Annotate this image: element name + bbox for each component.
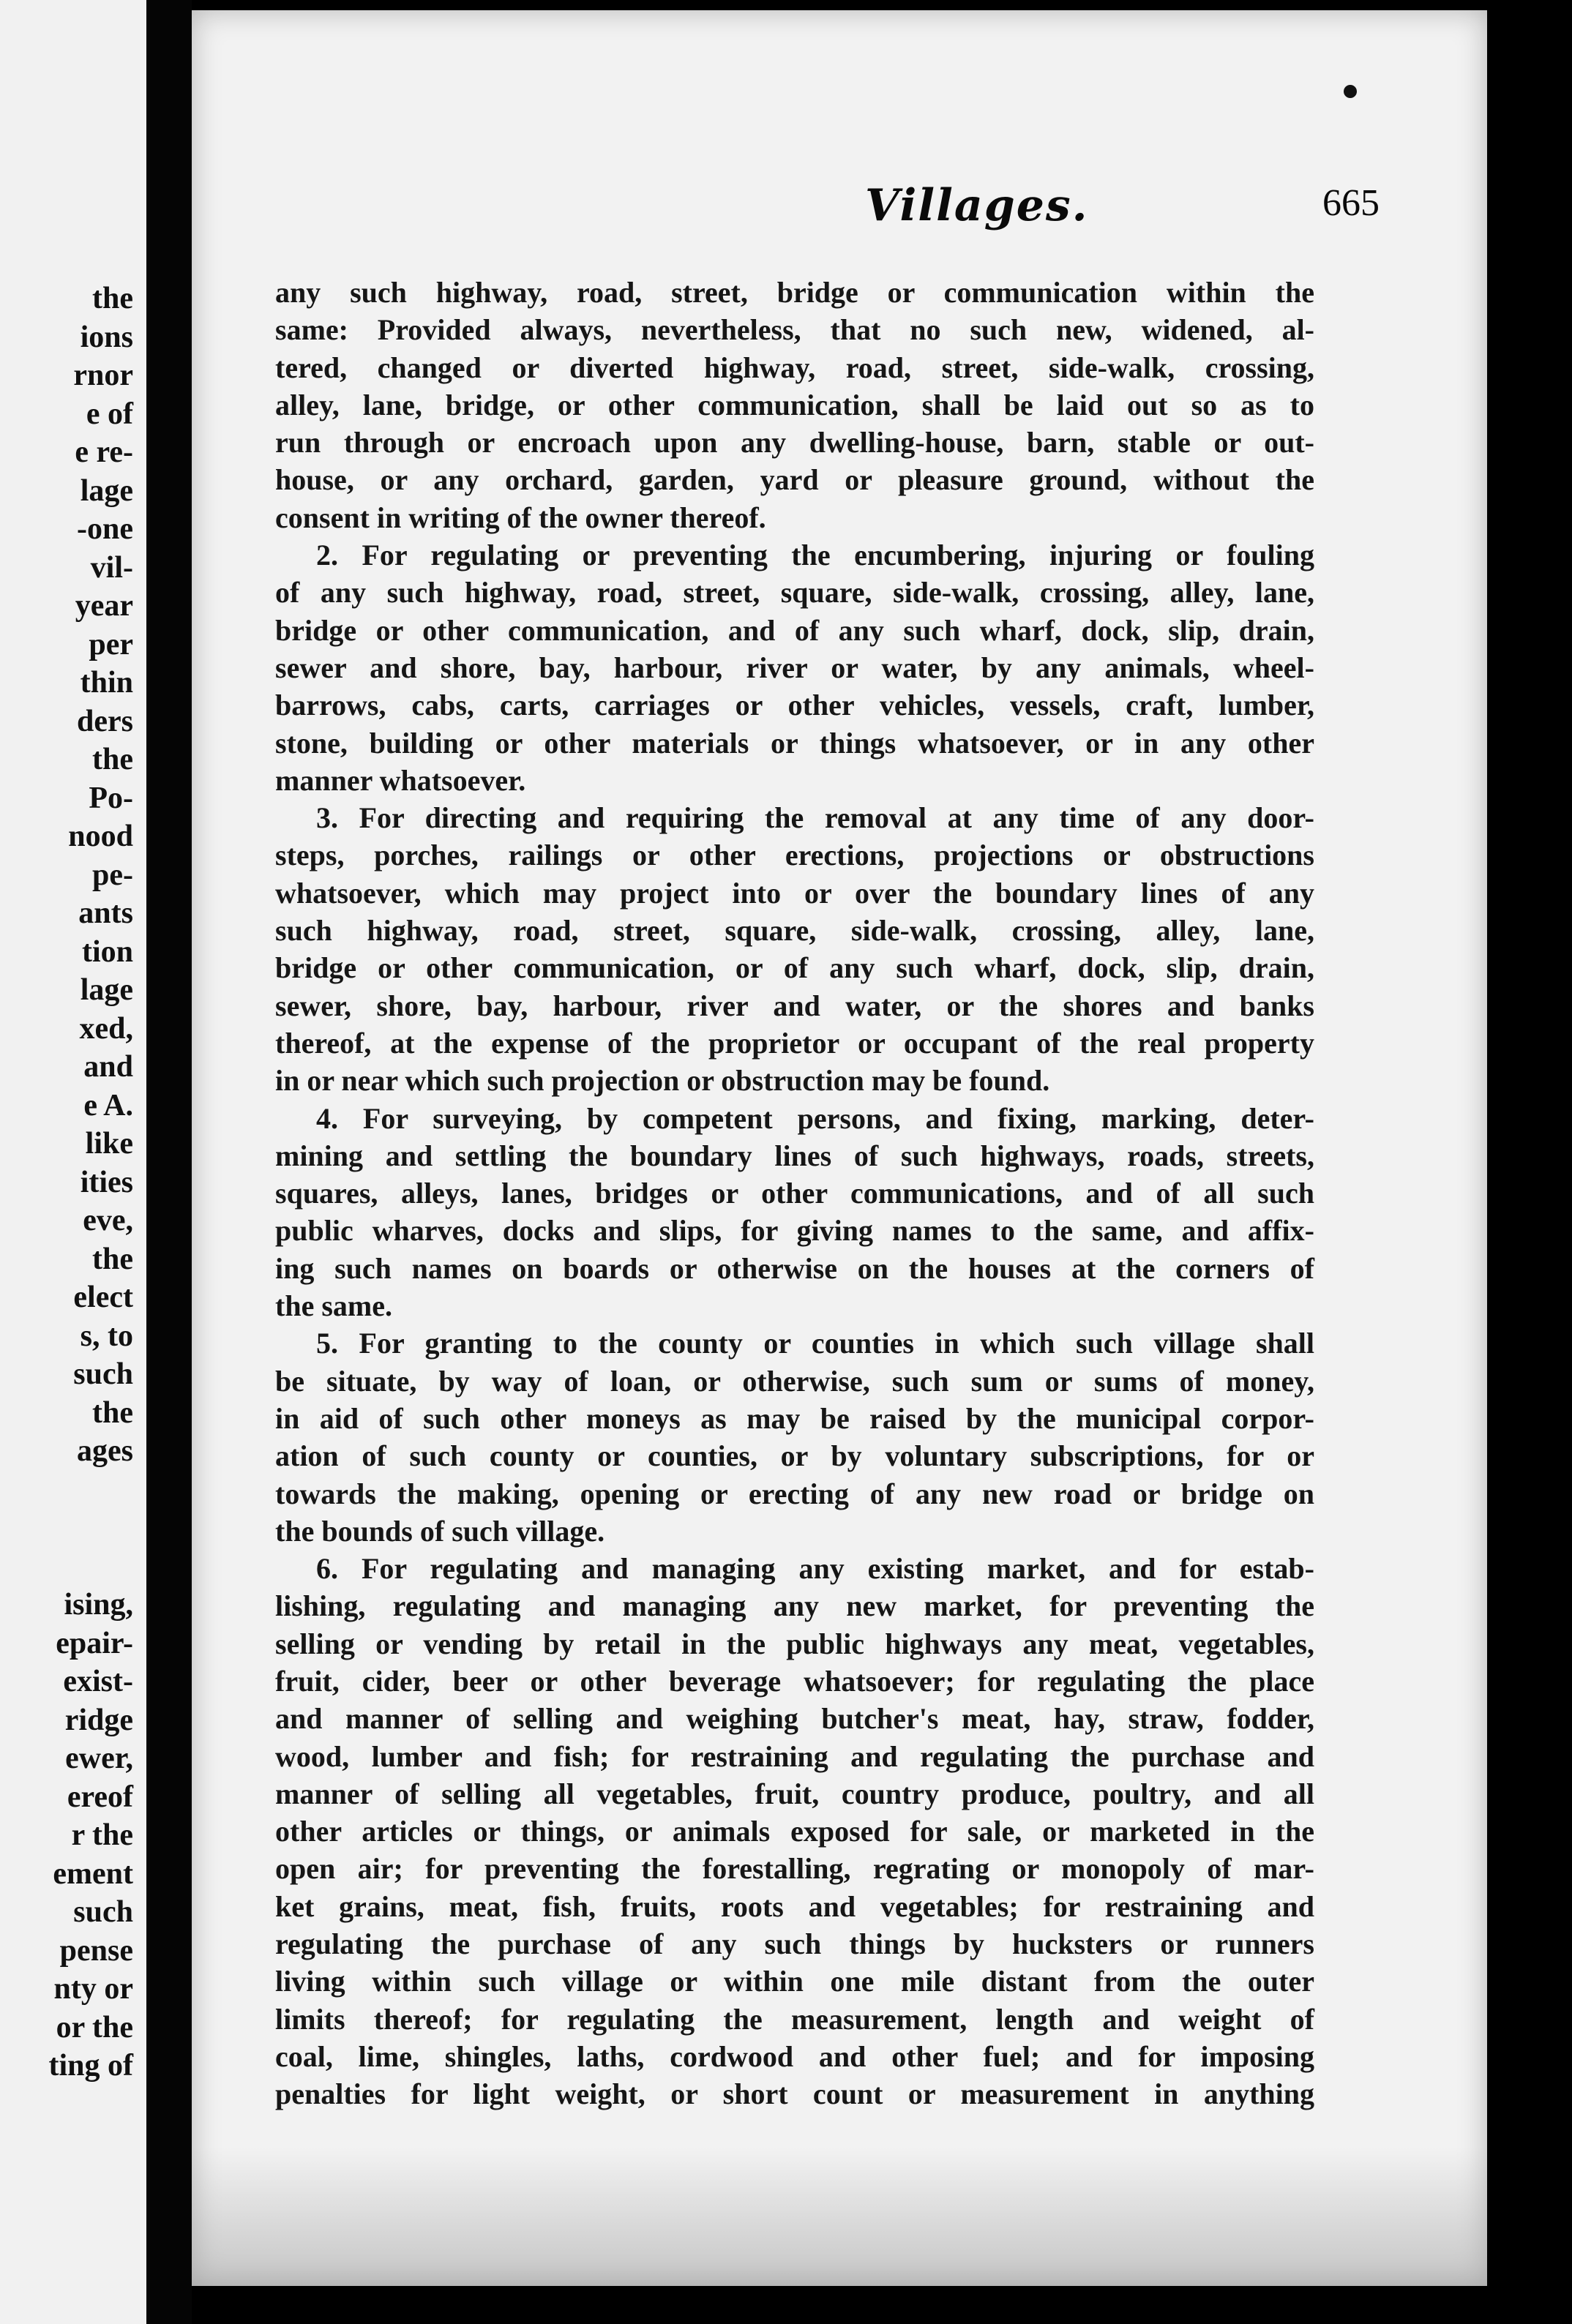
text-line: barrows, cabs, carts, carriages or other vehicles, vessels, craft, lumber,	[275, 689, 1314, 722]
text-line: living within such village or within one mile distant from the outer	[275, 1965, 1314, 1998]
text-line: fruit, cider, beer or other beverage whatsoever; for regulating the place	[275, 1664, 1314, 1698]
text-line: ing such names on boards or otherwise on the houses at the corners of	[275, 1251, 1314, 1285]
text-line: manner of selling all vegetables, fruit, country produce, poultry, and all	[275, 1777, 1314, 1810]
left-page-fragment: nty or	[53, 1972, 133, 2006]
ink-dot-mark	[1344, 85, 1357, 98]
left-page-fragment: nood	[68, 820, 133, 853]
left-page-fragment: pense	[59, 1933, 133, 1968]
left-page-fragment	[49, 1509, 134, 1548]
left-page-text-fragments	[49, 280, 134, 2085]
left-page-fragment: such	[73, 1895, 133, 1929]
body-text	[275, 274, 1314, 2113]
left-page-fragment: ages	[77, 1434, 133, 1468]
text-line: selling or vending by retail in the public highways any meat, vegetables,	[275, 1627, 1314, 1660]
text-line: coal, lime, shingles, laths, cordwood and other fuel; and for imposing	[275, 2039, 1314, 2073]
left-page-fragment	[49, 1471, 134, 1510]
text-line: ation of such county or counties, or by voluntary subscriptions, for or	[275, 1439, 1314, 1473]
text-line: squares, alleys, lanes, bridges or other communications, and of all such	[275, 1177, 1314, 1210]
left-page-fragment: e re-	[75, 435, 133, 469]
left-page-fragment: epair-	[56, 1626, 133, 1660]
text-line: house, or any orchard, garden, yard or pleasure ground, without the	[275, 463, 1314, 497]
text-line: wood, lumber and fish; for restraining and regulating the purchase and	[275, 1739, 1314, 1773]
book-spine	[146, 0, 192, 2324]
text-line: in aid of such other moneys as may be raised by the municipal corpor-	[275, 1401, 1314, 1435]
left-page-fragment: per	[89, 627, 133, 661]
text-line: ket grains, meat, fish, fruits, roots and vegetables; for restraining and	[275, 1889, 1314, 1923]
text-line: manner whatsoever.	[275, 763, 526, 797]
text-line: such highway, road, street, square, side-walk, crossing, alley, lane,	[275, 914, 1314, 948]
left-page-fragment: exist-	[63, 1665, 133, 1698]
text-line: bridge or other communication, and of any such wharf, dock, slip, drain,	[275, 613, 1314, 647]
text-line: penalties for light weight, or short count or measurement in anything	[275, 2077, 1314, 2111]
left-page-fragment: r the	[71, 1818, 133, 1852]
left-page-fragment: ewer,	[65, 1742, 133, 1775]
text-line: towards the making, opening or erecting of any new road or bridge on	[275, 1477, 1314, 1510]
text-line: 6. For regulating and managing any existing market, and for estab-	[316, 1552, 1314, 1586]
left-page-fragment: e A.	[83, 1088, 133, 1122]
text-line: other articles or things, or animals exposed for sale, or marketed in the	[275, 1815, 1314, 1848]
left-page-fragment: ement	[53, 1856, 133, 1891]
left-page-fragment: xed,	[79, 1011, 133, 1046]
text-line: any such highway, road, street, bridge or communication within the	[275, 276, 1314, 309]
left-page-fragment: ridge	[64, 1703, 133, 1737]
left-page-fragment: ting of	[48, 2049, 133, 2083]
left-page-fragment: ions	[80, 320, 133, 354]
left-page-fragment: eve,	[83, 1204, 133, 1237]
left-page-fragment: vil-	[90, 550, 133, 585]
left-page-fragment: the	[92, 1242, 133, 1276]
text-line: thereof, at the expense of the proprietor or occupant of the real property	[275, 1026, 1314, 1060]
left-page-fragment: ereof	[67, 1780, 133, 1814]
left-page-fragment: tion	[81, 934, 133, 969]
left-page-fragment: the	[92, 743, 133, 776]
left-page-fragment: such	[73, 1357, 133, 1391]
text-line: alley, lane, bridge, or other communication, shall be laid out so as to	[275, 388, 1314, 421]
left-page-fragment: lage	[80, 473, 133, 508]
text-line: sewer and shore, bay, harbour, river or water, by any animals, wheel-	[275, 651, 1314, 684]
left-page-fragment: like	[85, 1127, 133, 1161]
text-line: regulating the purchase of any such things by hucksters or runners	[275, 1927, 1314, 1961]
running-title: Villages.	[865, 180, 1089, 231]
left-page-fragment: ising,	[64, 1588, 133, 1622]
left-page-fragment: lage	[80, 973, 133, 1007]
left-page-fragment: rnor	[73, 359, 133, 392]
left-page-fragment: -one	[77, 512, 133, 546]
text-line: be situate, by way of loan, or otherwise, such sum or sums of money,	[275, 1364, 1314, 1398]
text-line: lishing, regulating and managing any new market, for preventing the	[275, 1589, 1314, 1623]
text-line: run through or encroach upon any dwelling-house, barn, stable or out-	[275, 426, 1314, 460]
text-line: public wharves, docks and slips, for giving names to the same, and affix-	[275, 1214, 1314, 1248]
left-page-fragment: ants	[78, 896, 133, 930]
text-line: steps, porches, railings or other erections, projections or obstructions	[275, 839, 1314, 872]
left-page-fragment	[49, 1548, 134, 1586]
running-head	[265, 180, 1487, 239]
left-page-fragment: the	[92, 282, 133, 315]
text-line: the same.	[275, 1289, 392, 1323]
page-number: 665	[1322, 182, 1380, 224]
left-page-fragment: elect	[73, 1281, 133, 1314]
left-page-fragment: Po-	[89, 781, 133, 815]
page-bottom-stain	[192, 2147, 1487, 2286]
left-page-fragment: ders	[77, 704, 133, 738]
text-line: consent in writing of the owner thereof.	[275, 501, 766, 534]
left-facing-page	[0, 0, 146, 2324]
text-line: same: Provided always, nevertheless, that no such new, widened, al-	[275, 313, 1314, 347]
right-page-edge	[1487, 0, 1572, 2324]
left-page-fragment: year	[75, 589, 133, 623]
left-page-fragment: and	[83, 1050, 133, 1084]
text-line: whatsoever, which may project into or over the boundary lines of any	[275, 876, 1314, 910]
text-line: the bounds of such village.	[275, 1514, 605, 1548]
text-line: 4. For surveying, by competent persons, and fixing, marking, deter-	[316, 1101, 1314, 1135]
text-line: sewer, shore, bay, harbour, river and water, or the shores and banks	[275, 989, 1314, 1022]
text-line: and manner of selling and weighing butcher's meat, hay, straw, fodder,	[275, 1702, 1314, 1736]
left-page-fragment: or the	[56, 2010, 133, 2044]
left-page-fragment: s, to	[80, 1319, 133, 1353]
text-line: 3. For directing and requiring the removal at any time of any door-	[316, 801, 1314, 835]
text-line: 2. For regulating or preventing the encumbering, injuring or fouling	[316, 539, 1314, 572]
text-line: limits thereof; for regulating the measurement, length and weight of	[275, 2002, 1314, 2036]
text-line: 5. For granting to the county or counties in which such village shall	[316, 1327, 1314, 1360]
text-line: in or near which such projection or obstruction may be found.	[275, 1064, 1050, 1098]
page	[192, 10, 1487, 2286]
text-line: mining and settling the boundary lines of such highways, roads, streets,	[275, 1139, 1314, 1172]
left-page-fragment: e of	[86, 397, 133, 431]
left-page-fragment: thin	[80, 666, 133, 700]
text-line: open air; for preventing the forestalling, regrating or monopoly of mar-	[275, 1852, 1314, 1886]
text-line: tered, changed or diverted highway, road, street, side-walk, crossing,	[275, 351, 1314, 384]
left-page-fragment: ities	[80, 1165, 133, 1199]
left-page-fragment: the	[92, 1395, 133, 1430]
left-page-fragment: pe-	[92, 858, 133, 892]
text-line: of any such highway, road, street, square, side-walk, crossing, alley, lane,	[275, 576, 1314, 610]
text-line: stone, building or other materials or things whatsoever, or in any other	[275, 726, 1314, 760]
text-line: bridge or other communication, or of any such wharf, dock, slip, drain,	[275, 951, 1314, 985]
